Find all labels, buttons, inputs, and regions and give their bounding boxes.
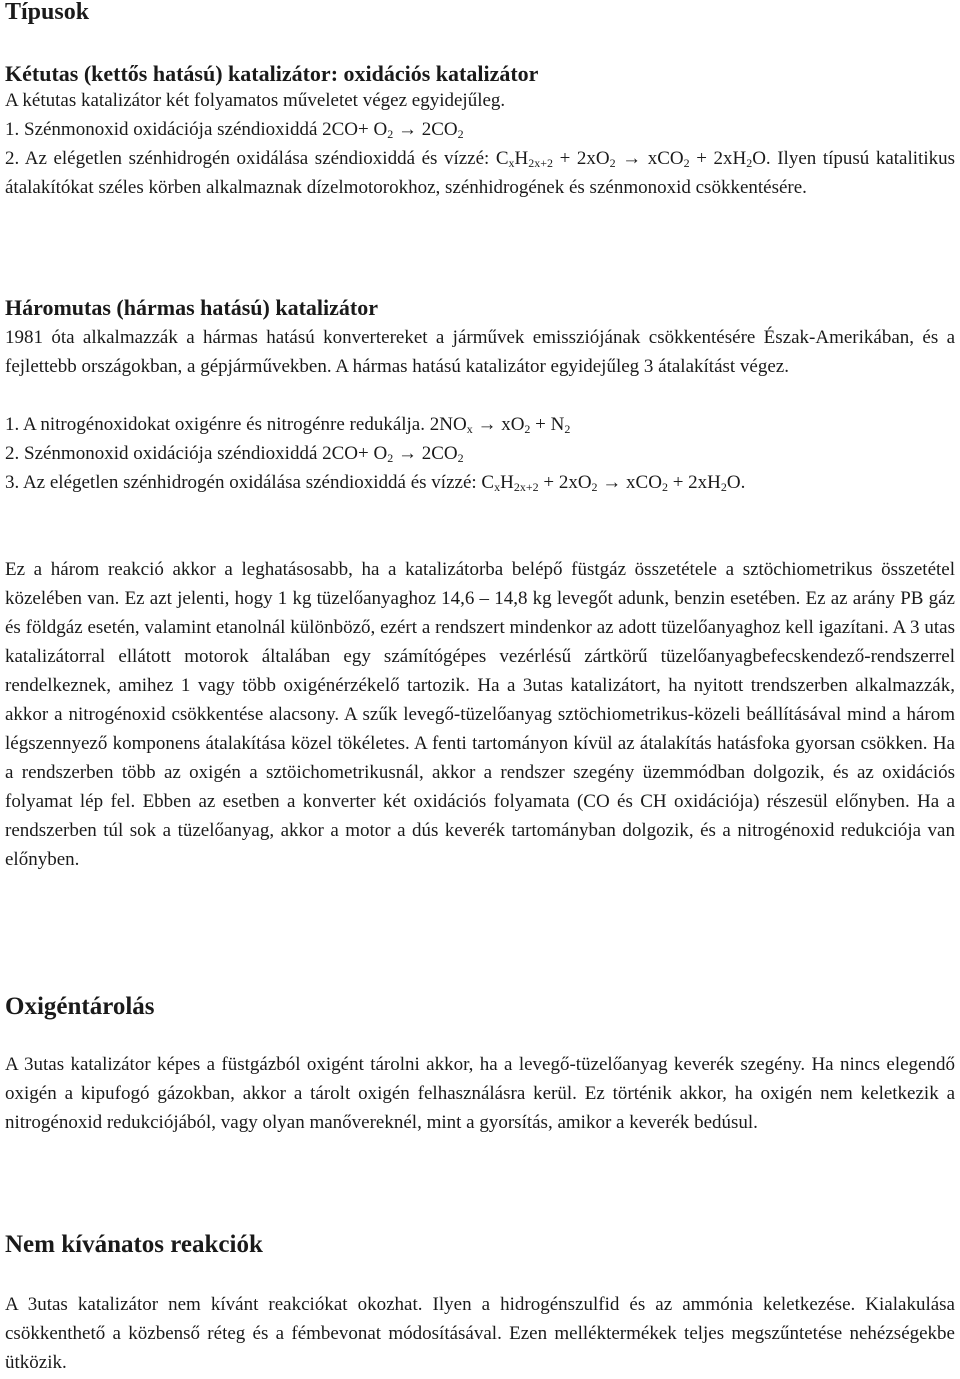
three-way-intro: 1981 óta alkalmazzák a hármas hatású konvertereket a járművek emissziójának csökkentésére Észak-Amerikában, és a fejlettebb országokban, a gépjárművekben. A hármas hatású katalizátor egyidejűleg 3 átalakítást végez. — [5, 327, 955, 377]
section-title-two-way: Kétutas (kettős hatású) katalizátor: oxidációs katalizátor — [5, 61, 539, 86]
heading-tipusok: Típusok — [5, 0, 90, 25]
section-title-oxygen-storage: Oxigéntárolás — [5, 993, 155, 1020]
two-way-reaction-1: 1. Szénmonoxid oxidációja széndioxiddá $2CO+ O_2 \to 2CO_2$ — [5, 119, 464, 141]
three-way-reaction-1: 1. A nitrogénoxidokat oxigénre és nitrogénre redukálja. $2NO_x \to xO_2 + N_2$ — [5, 414, 571, 436]
side-reactions-body: A 3utas katalizátor nem kívánt reakciókat okozhat. Ilyen a hidrogénszulfid és az ammónia keletkezése. Kialakulása csökkenthető a közbenső réteg és a fémbevonat módosításával. Ezen melléktermékek teljes megszűntetése nehézségekbe ütközik. — [5, 1294, 955, 1373]
two-way-reaction-2: 2. Az elégetlen szénhidrogén oxidálása széndioxiddá és vízzé: $C_xH_{2x+2} + 2xO_2 \to xCO_2 + 2xH_2O$. Ilyen típusú katalitikus átalakítókat széles körben alkalmaznak dízelmotorokhoz, szénhidrogének és szénmonoxid csökkentésére. — [5, 148, 955, 198]
three-way-reaction-2: 2. Szénmonoxid oxidációja széndioxiddá $2CO+ O_2 \to 2CO_2$ — [5, 443, 464, 465]
oxygen-storage-body: A 3utas katalizátor képes a füstgázból oxigént tárolni akkor, ha a levegő-tüzelőanyag keverék szegény. Ha nincs elegendő oxigén a kipufogó gázokban, akkor a tárolt oxigén felhasználásra kerül. Ez történik akkor, ha oxigén nem keletkezik a nitrogénoxid redukciójából, vagy olyan manővereknél, mint a gyorsítás, amikor a keverék bedúsul. — [5, 1054, 955, 1133]
section-title-side-reactions: Nem kívánatos reakciók — [5, 1231, 263, 1258]
section-title-three-way: Háromutas (hármas hatású) katalizátor — [5, 295, 378, 320]
three-way-reaction-3: 3. Az elégetlen szénhidrogén oxidálása széndioxiddá és vízzé: $C_xH_{2x+2} + 2xO_2 \to xCO_2 + 2xH_2O$. — [5, 472, 746, 494]
three-way-body: Ez a három reakció akkor a leghatásosabb, ha a katalizátorba belépő füstgáz összetétele a sztöchiometrikus összetétel közelében van. Ez azt jelenti, hogy 1 kg tüzelőanyaghoz 14,6 – 14,8 kg levegőt adunk, benzin esetében. Ez az arány PB gáz és földgáz esetén, valamint etanolnál különböző, ezért a rendszert mindenkor az adott tüzelőanyaghoz kell igazítani. A 3 utas katalizátorral ellátott motorok általában egy számítógépes vezérlésű zártkörű tüzelőanyagbefecskendező-rendszerrel rendelkeznek, amihez 1 vagy több oxigénérzékelő tartozik. Ha a 3utas katalizátort, ha nyitott trendszerben alkalmazzák, akkor a nitrogénoxid csökkentése alacsony. A szűk levegő-tüzelőanyag sztöchiometrikus-közeli beállításával mind a három légszennyező komponens átalakítása közel tökéletes. A fenti tartományon kívül az átalakítás hatásfoka gyorsan csökken. Ha a rendszerben több az oxigén a sztöichometrikusnál, akkor a rendszer szegény üzemmódban dolgozik, és az oxidációs folyamat lép fel. Ebben az esetben a konverter két oxidációs folyamata (CO és CH oxidációja) részesül előnyben. Ha a rendszerben túl sok a tüzelőanyag, akkor a motor a dús keverék tartományban dolgozik, és a nitrogénoxid redukciója van előnyben. — [5, 559, 955, 870]
two-way-intro: A kétutas katalizátor két folyamatos műveletet végez egyidejűleg. — [5, 90, 506, 111]
